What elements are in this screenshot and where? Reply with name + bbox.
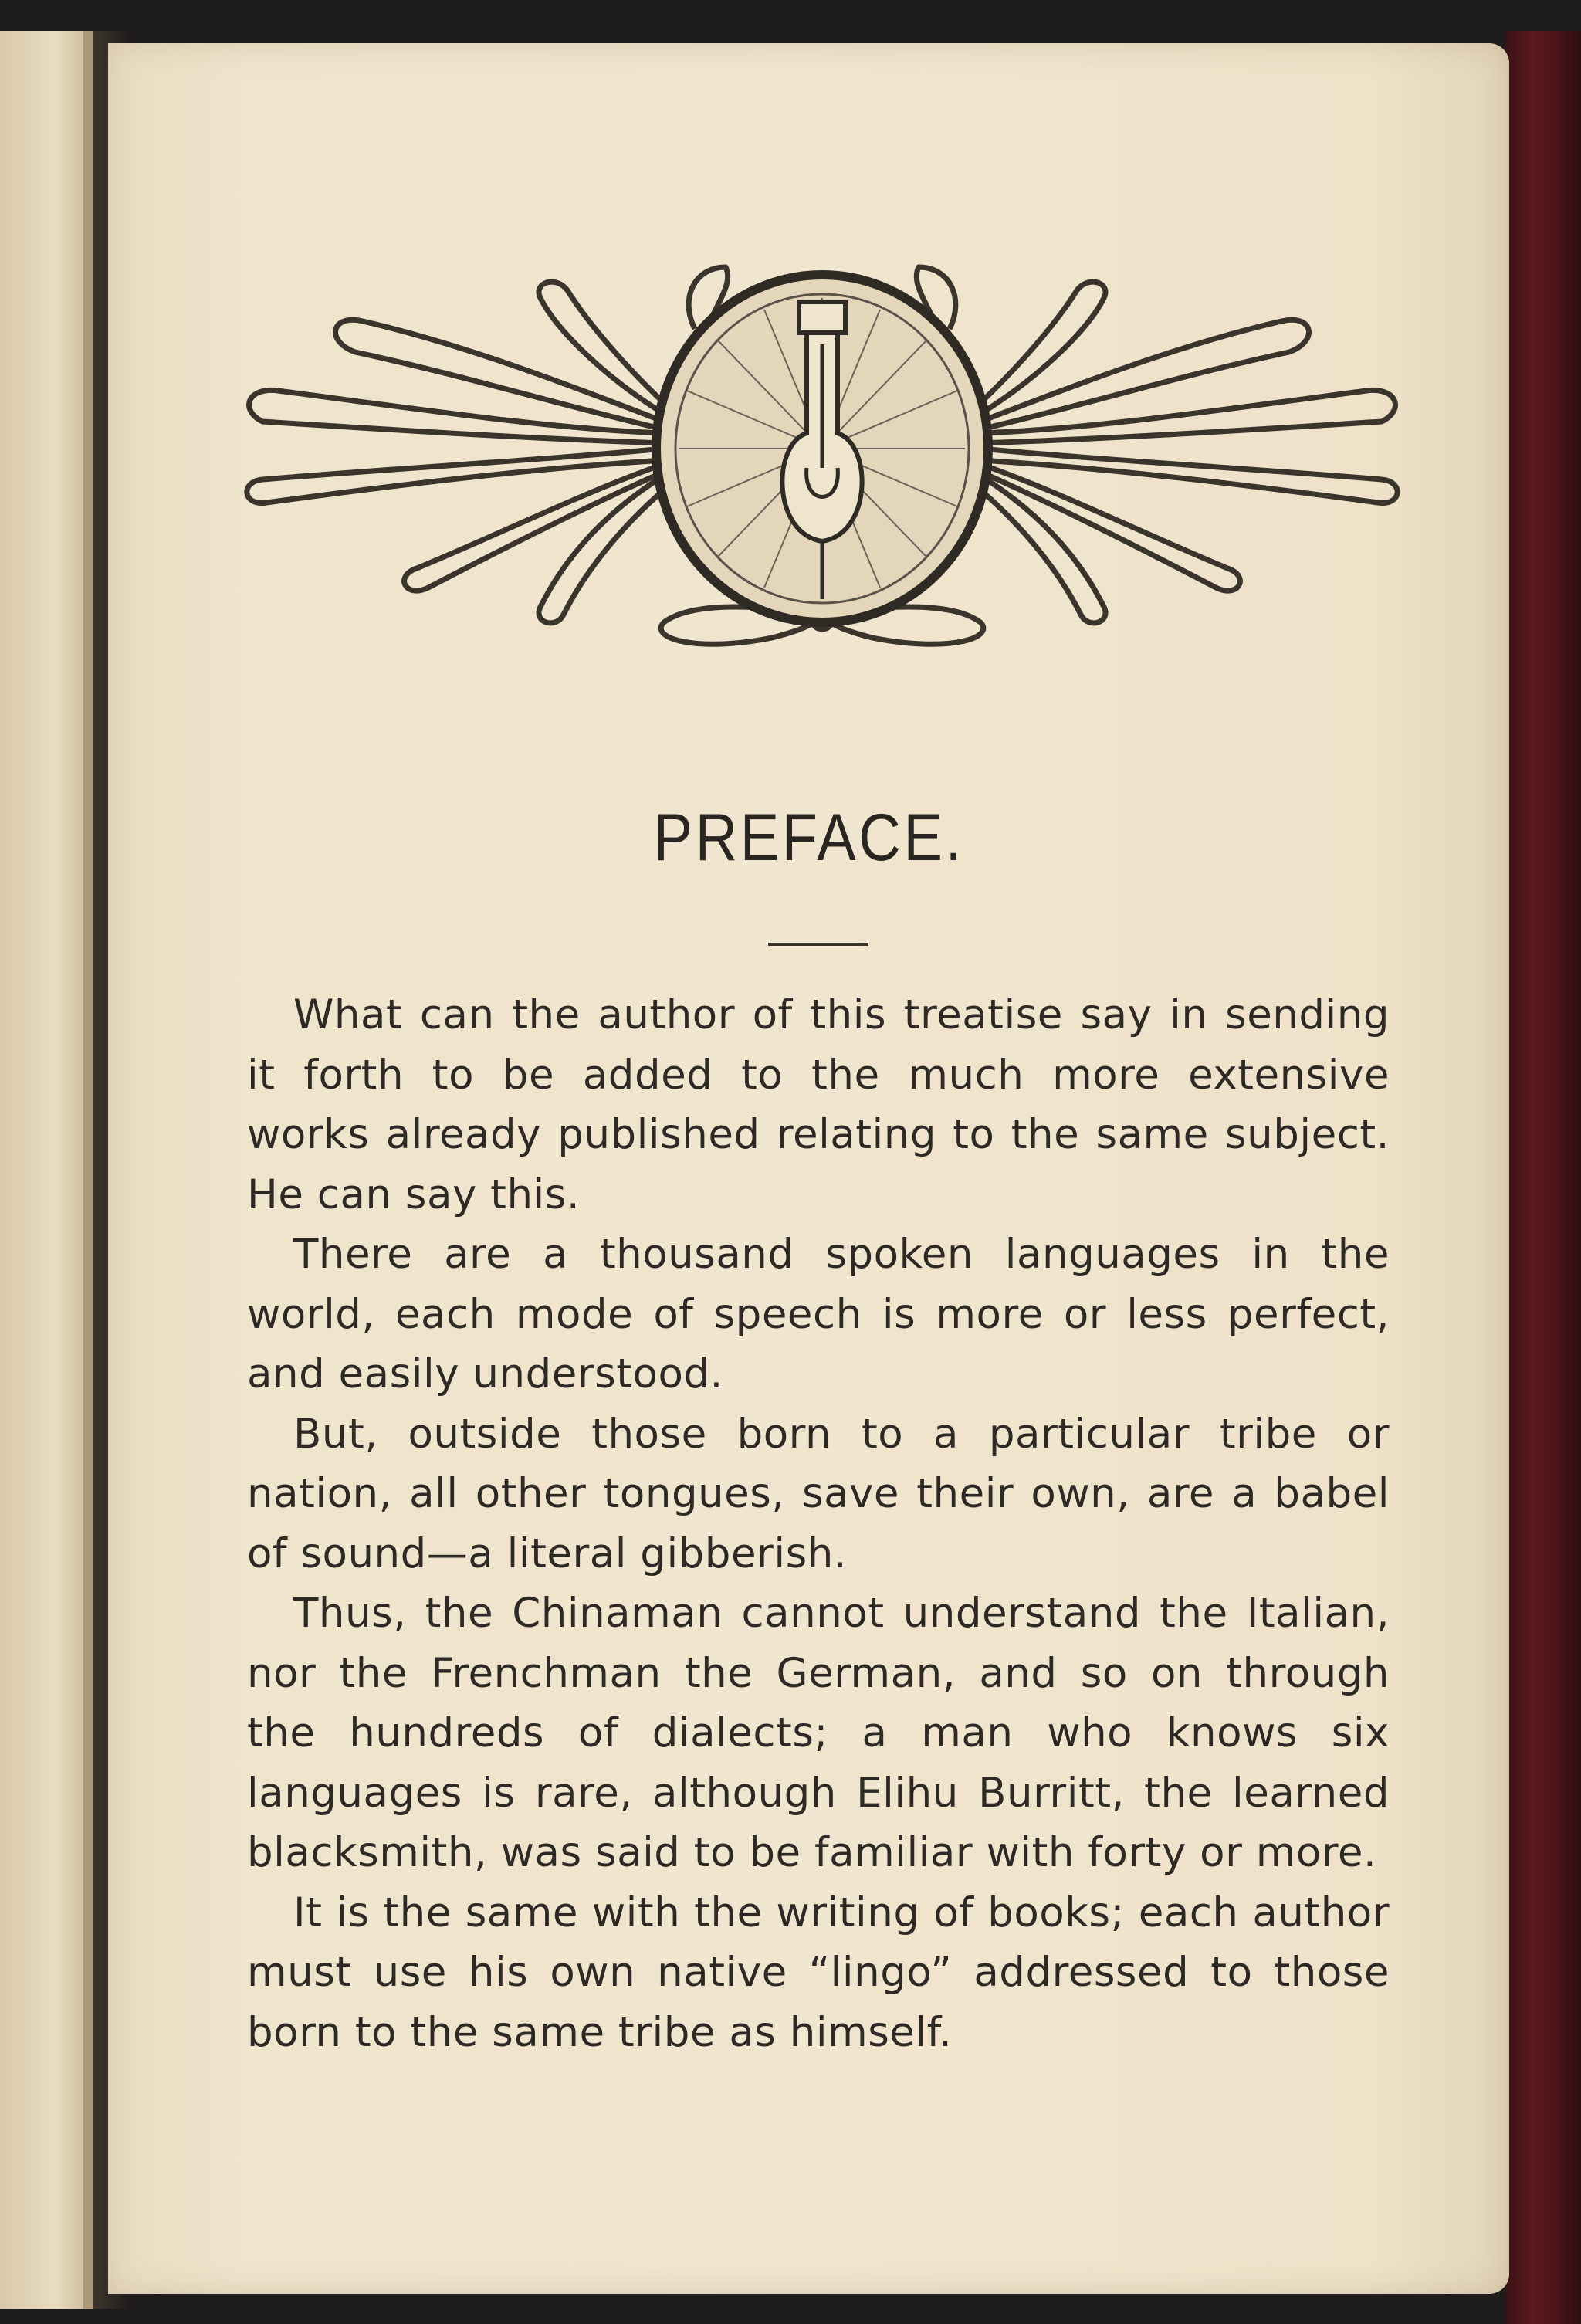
paragraph: It is the same with the writing of books; each author must use his own native “lingo” addressed to those born to the same tribe as himself.	[247, 1889, 1390, 2056]
left-page-edge	[0, 31, 93, 2309]
page-title: PREFACE.	[653, 801, 965, 875]
book-binding	[1505, 31, 1581, 2324]
paragraph: What can the author of this treatise say in sending it forth to be added to the much more extensive works already published relating to the same subject. He can say this.	[247, 991, 1390, 1218]
paragraph: Thus, the Chinaman cannot understand the Italian, nor the Frenchman the German, and so on through the hundreds of dialects; a man who knows six languages is rare, although Elihu Burritt, the learned blacksmith, was said to be familiar with forty or more.	[247, 1590, 1390, 1876]
preface-body	[247, 985, 1390, 2062]
title-divider	[768, 943, 868, 946]
book-page	[108, 43, 1509, 2294]
paragraph: But, outside those born to a particular tribe or nation, all other tongues, save their own, are a babel of sound—a literal gibberish.	[247, 1410, 1390, 1577]
paragraph: There are a thousand spoken languages in the world, each mode of speech is more or less perfect, and easily understood.	[247, 1231, 1390, 1397]
light-bulb-ribbon-ornament-icon	[232, 236, 1413, 661]
